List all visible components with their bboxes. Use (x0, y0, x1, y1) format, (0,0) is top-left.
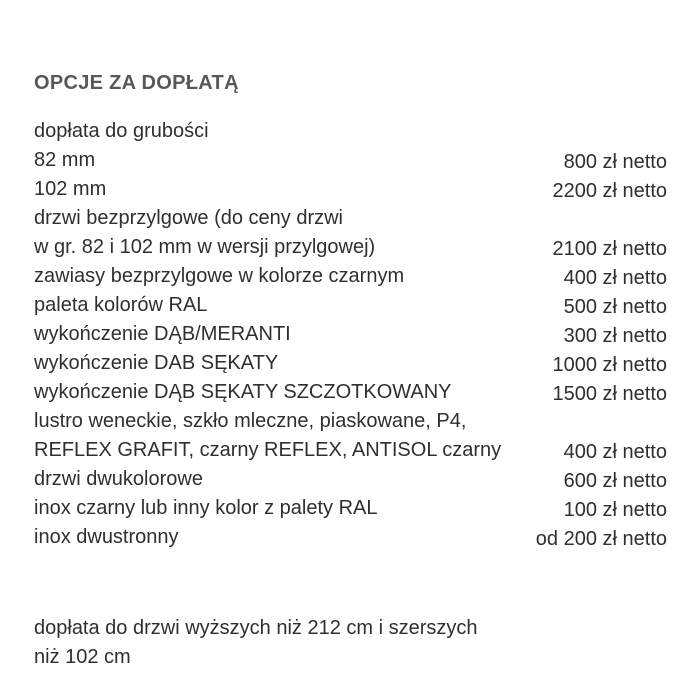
row-label: 82 mm (34, 149, 96, 171)
row-label: drzwi dwukolorowe (34, 468, 203, 490)
price-row (34, 262, 667, 291)
row-price: 100 zł netto (563, 499, 667, 521)
price-row (34, 523, 667, 552)
row-label: paleta kolorów RAL (34, 294, 208, 316)
row-label: dopłata do grubości (34, 120, 209, 142)
price-rows (34, 117, 667, 552)
row-price: 800 zł netto (563, 151, 667, 173)
row-label: zawiasy bezprzylgowe w kolorze czarnym (34, 265, 405, 287)
row-price: 1500 zł netto (552, 383, 667, 405)
price-row (34, 146, 667, 175)
row-label: wykończenie DĄB SĘKATY SZCZOTKOWANY (34, 381, 452, 403)
price-row (34, 117, 667, 146)
price-row (34, 291, 667, 320)
price-row (34, 349, 667, 378)
row-label: wykończenie DAB SĘKATY (34, 352, 279, 374)
row-price: 300 zł netto (563, 325, 667, 347)
price-row (34, 465, 667, 494)
price-row (34, 407, 667, 465)
row-price: 400 zł netto (563, 441, 667, 463)
row-label: lustro weneckie, szkło mleczne, piaskowane, P4, REFLEX GRAFIT, czarny REFLEX, ANTISOL czarny (34, 410, 502, 461)
price-row (34, 175, 667, 204)
row-price: 600 zł netto (563, 470, 667, 492)
row-price: 400 zł netto (563, 267, 667, 289)
row-label: wykończenie DĄB/MERANTI (34, 323, 291, 345)
page-title: OPCJE ZA DOPŁATĄ (34, 72, 239, 94)
row-price: 2100 zł netto (552, 238, 667, 260)
price-row (34, 378, 667, 407)
row-price: od 200 zł netto (535, 528, 667, 550)
footer-note: dopłata do drzwi wyższych niż 212 cm i szerszych niż 102 cm (34, 617, 478, 668)
price-row (34, 204, 667, 262)
row-price: 500 zł netto (563, 296, 667, 318)
row-label: inox czarny lub inny kolor z palety RAL (34, 497, 378, 519)
row-price: 1000 zł netto (552, 354, 667, 376)
row-label: inox dwustronny (34, 526, 179, 548)
price-row (34, 320, 667, 349)
row-price: 2200 zł netto (552, 180, 667, 202)
price-row (34, 494, 667, 523)
row-label: drzwi bezprzylgowe (do ceny drzwi w gr. 82 i 102 mm w wersji przylgowej) (34, 207, 376, 258)
row-label: 102 mm (34, 178, 107, 200)
